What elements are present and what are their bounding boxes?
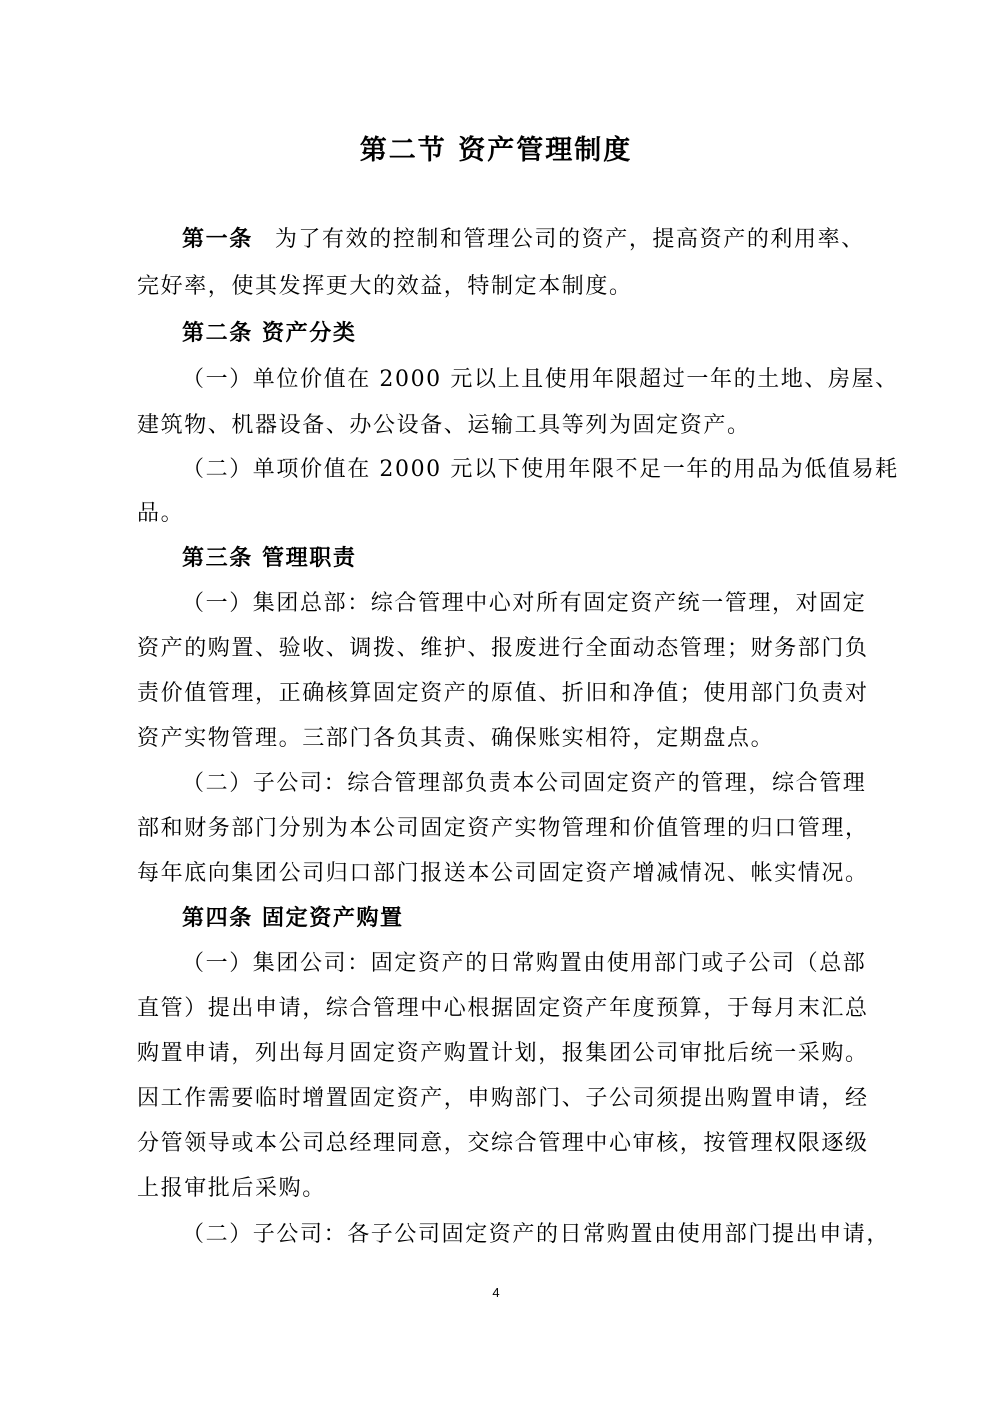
article-3-p1-line-3: 责价值管理，正确核算固定资产的原值、折旧和净值；使用部门负责对 [137, 681, 869, 706]
article-4-p1-line-4: 因工作需要临时增置固定资产，申购部门、子公司须提出购置申请，经 [137, 1086, 869, 1111]
article-1-line-2: 完好率，使其发挥更大的效益，特制定本制度。 [137, 274, 633, 299]
article-3-p1-line-2: 资产的购置、验收、调拨、维护、报废进行全面动态管理；财务部门负 [137, 636, 869, 661]
article-2-p1-line-1: （一）单位价值在 2000 元以上且使用年限超过一年的土地、房屋、 [182, 367, 899, 392]
article-3-p1-line-1: （一）集团总部：综合管理中心对所有固定资产统一管理，对固定 [182, 591, 867, 616]
page-number: 4 [492, 1285, 500, 1300]
article-4-p1-line-1: （一）集团公司：固定资产的日常购置由使用部门或子公司（总部 [182, 951, 867, 976]
article-3-p2-line-1: （二）子公司：综合管理部负责本公司固定资产的管理，综合管理 [182, 771, 867, 796]
article-2-p2-line-2: 品。 [137, 501, 185, 526]
article-2-p1-line-2: 建筑物、机器设备、办公设备、运输工具等列为固定资产。 [137, 413, 751, 438]
article-3-p2-line-2: 部和财务部门分别为本公司固定资产实物管理和价值管理的归口管理， [137, 816, 869, 841]
article-4-p2-line-1: （二）子公司：各子公司固定资产的日常购置由使用部门提出申请， [182, 1222, 891, 1247]
section-title: 第二节 资产管理制度 [359, 135, 633, 166]
article-4-p1-line-5: 分管领导或本公司总经理同意，交综合管理中心审核，按管理权限逐级 [137, 1131, 869, 1156]
article-1-text: 为了有效的控制和管理公司的资产，提高资产的利用率、 [274, 227, 865, 252]
article-4-heading: 第四条 固定资产购置 [182, 905, 404, 931]
article-4-p1-line-3: 购置申请，列出每月固定资产购置计划，报集团公司审批后统一采购。 [137, 1041, 869, 1066]
article-3-heading: 第三条 管理职责 [182, 545, 357, 571]
article-4-p1-line-6: 上报审批后采购。 [137, 1176, 326, 1201]
article-1-label: 第一条 [182, 226, 253, 252]
article-4-p1-line-2: 直管）提出申请，综合管理中心根据固定资产年度预算，于每月末汇总 [137, 996, 869, 1021]
article-3-p2-line-3: 每年底向集团公司归口部门报送本公司固定资产增减情况、帐实情况。 [137, 861, 869, 886]
article-1-line-1 [182, 222, 865, 253]
article-2-heading: 第二条 资产分类 [182, 320, 357, 346]
article-2-p2-line-1: （二）单项价值在 2000 元以下使用年限不足一年的用品为低值易耗 [182, 457, 899, 482]
article-3-p1-line-4: 资产实物管理。三部门各负其责、确保账实相符，定期盘点。 [137, 726, 775, 751]
